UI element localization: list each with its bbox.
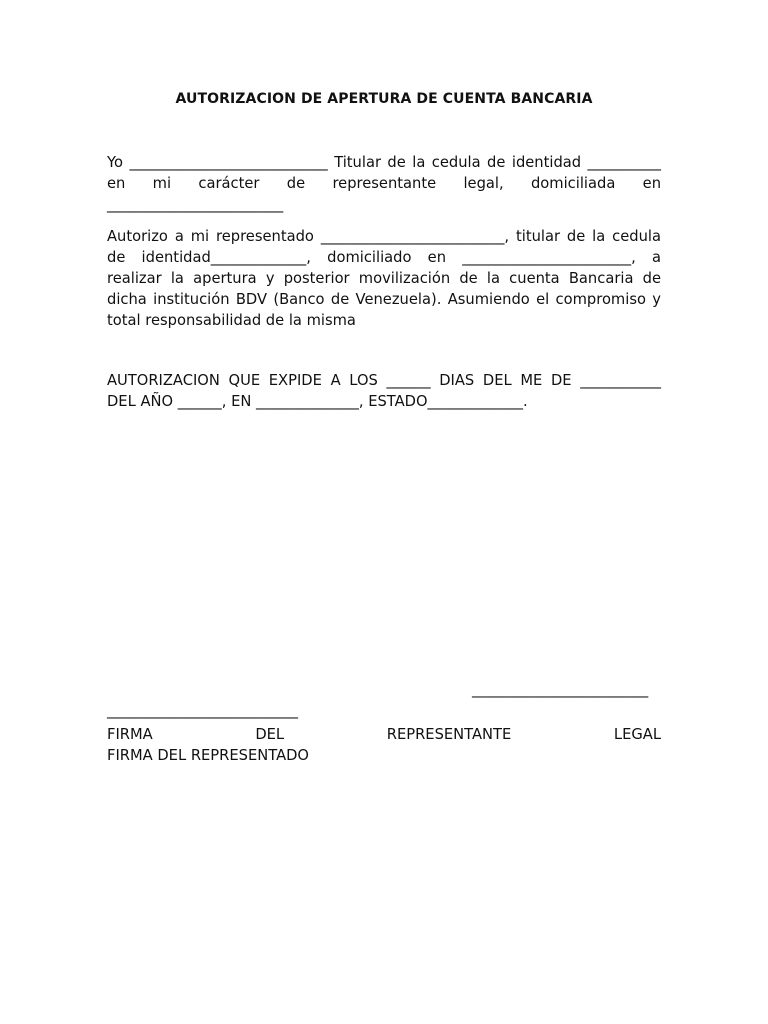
paragraph-line: DEL AÑO ______, EN ______________, ESTADO_____________. xyxy=(107,393,528,410)
signature-line-represented: ________________________ xyxy=(472,681,649,698)
paragraph-line: realizar la apertura y posterior movilización de la cuenta Bancaria de xyxy=(107,270,661,287)
paragraph-line: ________________________ xyxy=(107,196,284,213)
paragraph-authorization xyxy=(107,226,661,331)
paragraph-holder-info xyxy=(107,152,661,215)
represented-signature-label: FIRMA DEL REPRESENTADO xyxy=(107,747,309,764)
paragraph-line: Yo ___________________________ Titular de la cedula de identidad __________ xyxy=(107,154,661,171)
paragraph-line: de identidad_____________, domiciliado en _______________________, a xyxy=(107,249,661,266)
paragraph-line: total responsabilidad de la misma xyxy=(107,312,356,329)
paragraph-line: dicha institución BDV (Banco de Venezuela). Asumiendo el compromiso y xyxy=(107,291,661,308)
representative-signature-label: FIRMA DEL REPRESENTANTE LEGAL xyxy=(107,726,661,743)
paragraph-line: AUTORIZACION QUE EXPIDE A LOS ______ DIAS DEL ME DE ___________ xyxy=(107,372,661,389)
paragraph-issue-date xyxy=(107,370,661,412)
document-title: AUTORIZACION DE APERTURA DE CUENTA BANCARIA xyxy=(175,91,593,107)
paragraph-line: Autorizo a mi representado _________________________, titular de la cedula xyxy=(107,228,661,245)
paragraph-line: en mi carácter de representante legal, domiciliada en xyxy=(107,175,661,192)
signature-line-representative: __________________________ xyxy=(107,702,298,719)
signature-labels xyxy=(107,724,661,766)
